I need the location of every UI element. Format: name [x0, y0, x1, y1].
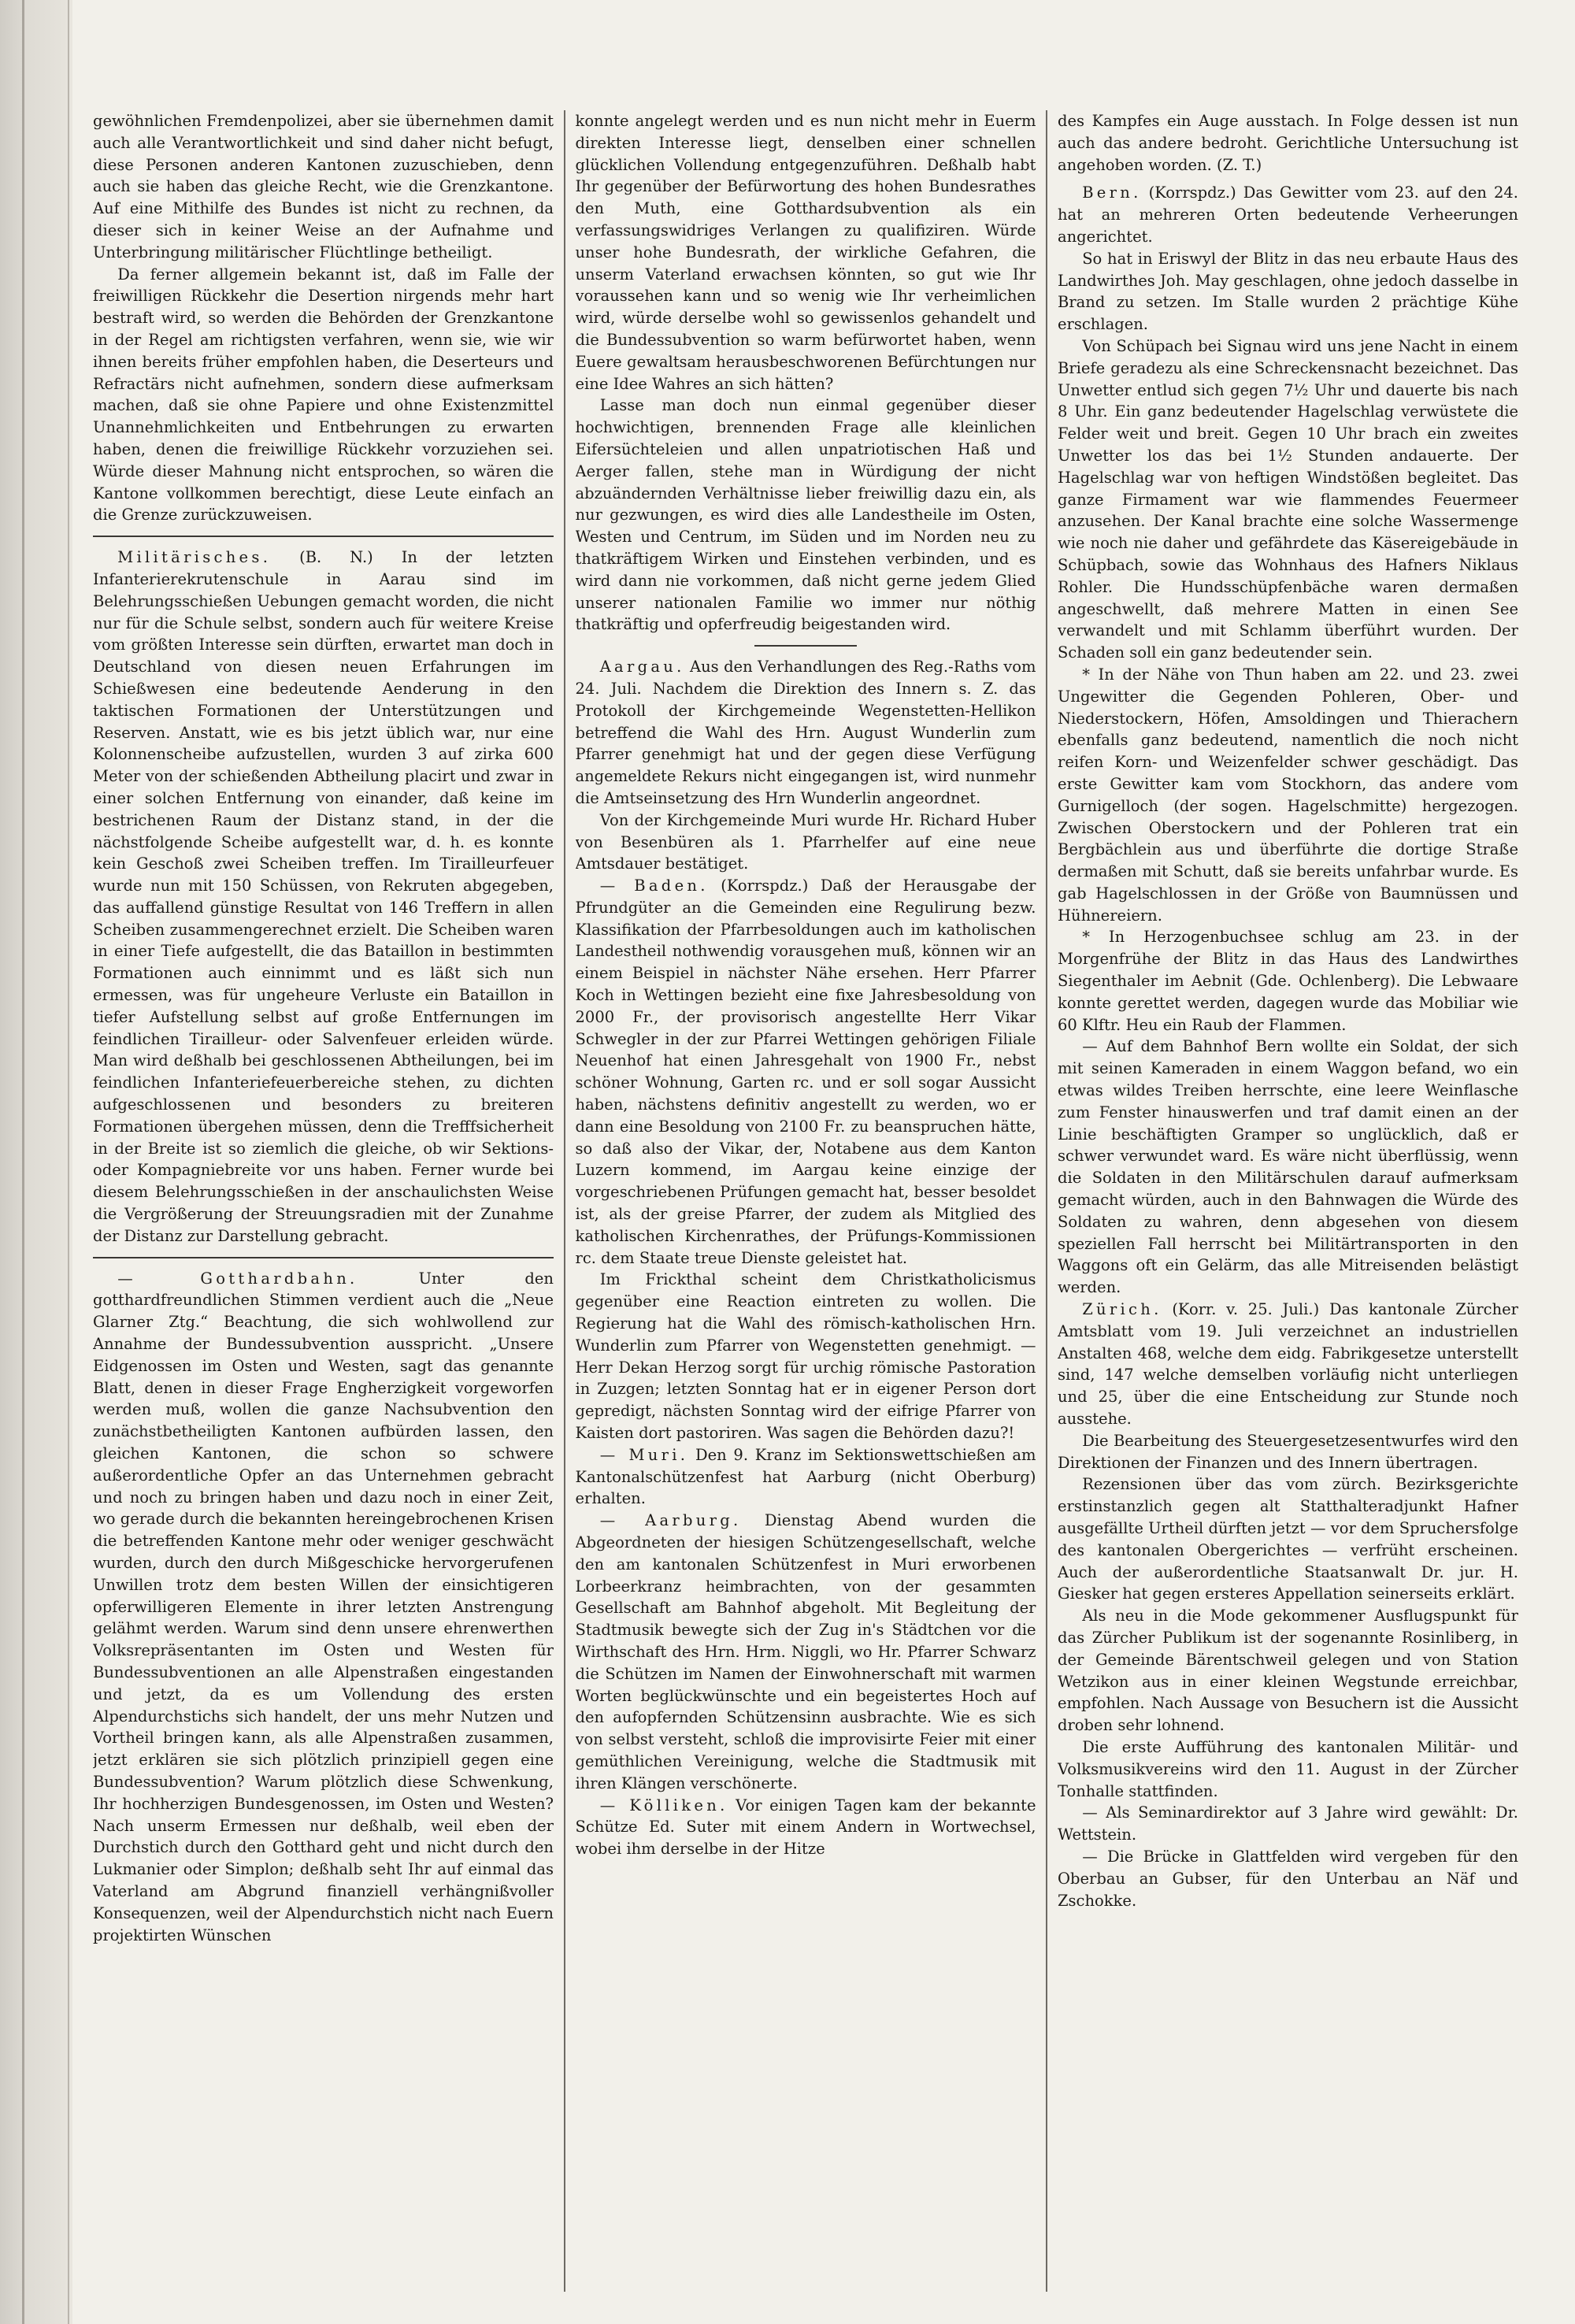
muri-heading: — Muri. [599, 1445, 689, 1464]
muri-article [576, 1444, 1036, 1510]
bern-text: Das Gewitter vom 23. auf den 24. hat an mehreren Orten bedeutende Verheerungen angerichtet. [1058, 183, 1518, 246]
aargau-text: Aus den Verhandlungen des Reg.-Raths vom 24. Juli. Nachdem die Direktion des Innern s. Z. das Protokoll der Kirchgemeinde Wegenstetten-Hellikon betreffend die Wahl des Hrn. August Wunderlin zum Pfarrer genehmigt hat und der gegen diese Verfügung angemeldete Rekurs nicht eingegangen ist, wird nunmehr die Amtseinsetzung des Hrn Wunderlin angeordnet. [575, 658, 1036, 807]
page-binding-edge [0, 0, 69, 2324]
zuerich-tax-paragraph: Die Bearbeitung des Steuergesetzesentwurfes wird den Direktionen der Finanzen und des Innern übertragen. [1058, 1431, 1518, 1472]
koelliken-article [576, 1795, 1036, 1860]
column-3 [1058, 110, 1518, 2292]
gotthard-heading: — Gotthardbahn. [117, 1269, 358, 1288]
spacer [1058, 176, 1518, 182]
koelliken-text: Vor einigen Tagen kam der bekannte Schütze Ed. Suter mit einem Andern in Wortwechsel, wobei ihm derselbe in der Hitze [575, 1796, 1036, 1859]
schuepbach-paragraph: Von Schüpach bei Signau wird uns jene Nacht in einem Briefe geradezu als eine Schreckensnacht bezeichnet. Das Unwetter entlud sich gegen 7½ Uhr und dauerte bis nach 8 Uhr. Ein ganz bedeutender Hagelschlag verwüstete die Felder weit und breit. Gegen 10 Uhr brach ein zweites Unwetter los das bei 1½ Stunden andauerte. Der Hagelschlag war von heftigen Windstößen begleitet. Das ganze Firmament war wie flammendes Feuermeer anzusehen. Der Kanal brachte eine solche Wassermenge wie noch nie daher und gefährdete das Käsereigebäude in Schüpbach, sowie das Wohnhaus des Hafners Niklaus Rohler. Die Hundsschüpfenbäche waren dermaßen angeschwellt, daß mehrere Matten in einen See verwandelt und mit Schlamm überführt wurden. Der Schaden soll ein ganz bedeutender sein. [1058, 336, 1518, 662]
bahnhof-bern-paragraph: — Auf dem Bahnhof Bern wollte ein Soldat, der sich mit seinen Kameraden in einem Waggon befand, wo ein etwas wildes Treiben herrschte, eine leere Weinflasche zum Fenster hinauswerfen und traf damit einen an der Linie beschäftigten Gramper so unglücklich, daß er schwer verwundet ward. Es wäre nicht überflüssig, wenn die Soldaten in den Militärschulen darauf aufmerksam gemacht würden, auch in den Bahnwagen die Würde des Soldaten zu wahren, denn abgesehen von diesem speziellen Fall herrscht bei Militärtransporten in den Waggons oft ein Gelärm, das alle Mitreisenden belästigt werden. [1058, 1037, 1518, 1297]
gotthard-article [93, 1268, 554, 1947]
zuerich-seminar-paragraph: — Als Seminardirektor auf 3 Jahre wird gewählt: Dr. Wettstein. [1058, 1803, 1518, 1844]
zuerich-court-paragraph: Rezensionen über das vom zürch. Bezirksgerichte erstinstanzlich gegen alt Statthalteradjunkt Hafner ausgefällte Urtheil dürften jetzt — vor dem Spruchersfolge des kantonalen Obergerichtes — verfrüht erscheinen. Auch der außerordentliche Staatsanwalt Dr. jur. H. Giesker hat gegen ersteres Appellation seinerseits erklärt. [1058, 1475, 1518, 1603]
military-article [93, 547, 554, 1247]
column-1 [93, 110, 554, 2292]
eriswyl-paragraph: So hat in Eriswyl der Blitz in das neu erbaute Haus des Landwirthes Joh. May geschlagen, ohne jedoch dasselbe in Brand zu setzen. Im Stalle wurden 2 prächtige Kühe erschlagen. [1058, 249, 1518, 334]
column-divider [93, 536, 554, 537]
aargau-heading: Aargau. [599, 658, 685, 676]
zuerich-excursion-paragraph: Als neu in die Mode gekommener Ausflugspunkt für das Zürcher Publikum ist der sogenannte Rosinliberg, in der Gemeinde Bärentschweil gelegen und von Station Wetzikon aus in einer kleinen Wegstunde erreichbar, empfohlen. Nach Aussage von Besuchern ist die Aussicht droben sehr lohnend. [1058, 1607, 1518, 1735]
koelliken-continued: des Kampfes ein Auge ausstach. In Folge dessen ist nun auch das andere bedroht. Gerichtliche Untersuchung ist angehoben worden. (Z. T.) [1058, 112, 1518, 174]
column-2 [576, 110, 1036, 2292]
gotthard-closing: Lasse man doch nun einmal gegenüber dieser hochwichtigen, brennenden Frage alle kleinlichen Eifersüchteleien und allen unpatriotischen Haß und Aerger fallen, stehe man in Würdigung der nicht abzuändernden Verhältnisse lieber freiwillig dazu ein, als nur gezwungen, es wird dies alle Landestheile im Osten, Westen und Centrum, im Süden und im Norden neu zu thatkräftigem Wirken und Einstehen verbinden, und es wird dann nie vorkommen, daß nicht gerne jedem Glied unserer nationalen Familie wo immer nur nöthig thatkräftig und opferfreudig beigestanden wird. [575, 396, 1036, 634]
zuerich-article [1058, 1299, 1518, 1430]
zuerich-bridge-paragraph: — Die Brücke in Glattfelden wird vergeben für den Oberbau an Gubser, für den Unterbau an Näf und Zschokke. [1058, 1847, 1518, 1910]
aarburg-heading: — Aarburg. [599, 1511, 742, 1530]
short-divider [754, 645, 857, 647]
military-text: In der letzten Infanterierekrutenschule in Aarau sind im Belehrungsschießen Uebungen gemacht worden, die nicht nur für die Schule selbst, sondern auch für weitere Kreise vom größten Interesse sein dürften, erwartet man doch in Deutschland von diesen neuen Erfahrungen im Schießwesen eine bedeutende Aenderung in den taktischen Formationen der Unterstützungen und Reserven. Anstatt, wie es bis jetzt üblich war, nur eine Kolonnenscheibe aufzustellen, wurden 3 auf zirka 600 Meter von der schießenden Abtheilung placirt und zwar in einer solchen Entfernung von einander, daß keine im bestrichenen Raum der Distanz stand, in der die nächstfolgende Scheibe aufgestellt war, d. h. es konnte kein Geschoß zwei Scheiben treffen. Im Tirailleurfeuer wurde nun mit 150 Schüssen, von Rekruten abgegeben, das auffallend günstige Resultat von 146 Treffern in allen Scheiben zusammengerechnet erzielt. Die Scheiben waren in einer Tiefe aufgestellt, die das Bataillon in bestimmten Formationen auch einnimmt und es läßt sich nun ermessen, was für ungeheure Verluste ein Bataillon in tiefer Aufstellung selbst auf große Entfernungen im feindlichen Tirailleur- oder Salvenfeuer erleiden würde. Man wird deßhalb bei geschlossenen Abtheilungen, bei im feindlichen Infanteriefeuerbereiche stehen, zu dichten aufgeschlossenen und besonders zu breiteren Formationen übergehen müssen, denn die Trefffsicherheit in der Breite ist so ziemlich die gleiche, ob wir Sektions- oder Kompagniebreite vor uns haben. Ferner wurde bei diesem Belehrungsschießen in der anschaulichsten Weise die Vergrößerung der Streuungsradien mit der Zunahme der Distanz zur Darstellung gebracht. [93, 548, 554, 1245]
military-source: (B. N.) [299, 548, 373, 567]
aarburg-article [576, 1510, 1036, 1794]
column-separator [1046, 110, 1047, 2292]
bern-heading: Bern. [1082, 183, 1142, 202]
article-columns [93, 110, 1518, 2292]
bern-source: (Korrspdz.) [1148, 183, 1236, 202]
refugee-article-paragraph: Da ferner allgemein bekannt ist, daß im Falle der freiwilligen Rückkehr die Desertion nirgends mehr hart bestraft wird, so werden die Behörden der Grenzkantone in der Regel am richtigsten verfahren, wenn sie, wie wir ihnen bereits früher empfohlen haben, die Deserteurs und Refractärs nicht aufnehmen, sondern diese aufmerksam machen, daß sie ohne Papiere und ohne Existenzmittel Unannehmlichkeiten und Entbehrungen zu erwarten haben, denen die freiwillige Rückkehr vorzuziehen sei. Würde dieser Mahnung nicht entsprochen, so wären die Kantone vollkommen berechtigt, diese Leute einfach an die Grenze zurückzuweisen. [93, 265, 554, 524]
aargau-muri-note: Von der Kirchgemeinde Muri wurde Hr. Richard Huber von Besenbüren als 1. Pfarrhelfer auf eine neue Amtsdauer bestätiget. [575, 810, 1036, 873]
frickthal-article: Im Frickthal scheint dem Christkatholicismus gegenüber eine Reaction eintreten zu wollen. Die Regierung hat die Wahl des römisch-katholischen Hrn. Wunderlin zum Pfarrer von Wegenstetten genehmigt. — Herr Dekan Herzog sorgt für urchig römische Pastoration in Zuzgen; letzten Sonntag hat er in eigener Person dort gepredigt, nächsten Sonntag wird der eifrige Pfarrer von Kaisten dort pastoriren. Was sagen die Behörden dazu?! [575, 1270, 1036, 1443]
baden-source: (Korrspdz.) [721, 877, 809, 895]
thun-paragraph: * In der Nähe von Thun haben am 22. und 23. zwei Ungewitter die Gegenden Pohleren, Ober- und Niederstockern, Höfen, Amsoldingen und Thierachern ebenfalls ganz bedeutend, namentlich die noch nicht reifen Korn- und Weizenfelder schwer geschädigt. Das erste Gewitter kam vom Stockhorn, das andere vom Gurnigelloch (der sogen. Hagelschmitte) hergezogen. Zwischen Oberstockern und der Pohleren trat ein Bergbächlein aus und überführte die dortige Straße dermaßen mit Schutt, daß sie bereits unfahrbar wurde. Es gab Hagelschlossen in der Größe von Baumnüssen und Hühnereiern. [1058, 665, 1518, 925]
zuerich-source: (Korr. v. 25. Juli.) [1172, 1300, 1320, 1319]
column-divider [93, 1257, 554, 1258]
aargau-article [576, 656, 1036, 810]
bern-article [1058, 182, 1518, 247]
herzogenbuchsee-paragraph: * In Herzogenbuchsee schlug am 23. in der Morgenfrühe der Blitz in das Haus des Landwirthes Siegenthaler im Aebnit (Gde. Ochlenberg). Die Lebwaare konnte gerettet werden, dagegen wurde das Mobiliar wie 60 Klftr. Heu ein Raub der Flammen. [1058, 928, 1518, 1034]
zuerich-heading: Zürich. [1082, 1300, 1162, 1319]
gotthard-text: Unter den gotthardfreundlichen Stimmen verdient auch die „Neue Glarner Ztg.“ Beachtung, die sich wohlwollend zur Annahme der Bundessubvention ausspricht. „Unsere Eidgenossen im Osten und Westen, sagt das genannte Blatt, denen in dieser Frage Engherzigkeit vorgeworfen werden muß, wollen die ganze Nachsubvention den zunächstbetheiligten Kantonen aufbürden lassen, den gleichen Kantonen, die schon so schwere außerordentliche Opfer an das Unternehmen gebracht und noch zu bringen haben und dazu noch in einer Zeit, wo gerade durch die bekannten hereingebrochenen Krisen die betreffenden Kantone mehr oder weniger geschwächt wurden, durch den durch Mißgeschicke hervorgerufenen Unwillen trotz dem besten Willen der einsichtigeren opferwilligeren Elemente in ihrer letzten Anstrengung gelähmt werden. Warum sind denn unsere ehrenwerthen Volksrepräsentanten im Osten und Westen für Bundessubventionen an alle Alpenstraßen eingestanden und jetzt, da es um Vollendung des ersten Alpendurchstichs sich handelt, der uns mehr Nutzen und Vortheil bringen kann, als alle Alpenstraßen zusammen, jetzt erklären sie sich plötzlich prinzipiell gegen eine Bundessubvention? Warum plötzlich diese Schwenkung, Ihr hochherzigen Bundesgenossen, im Osten und Westen? Nach unserm Ermessen nur deßhalb, weil eben der Durchstich durch den Gotthard geht und nicht durch den Lukmanier oder Simplon; deßhalb seht Ihr auf einmal das Vaterland am Abgrund finanziell verhängnißvoller Konsequenzen, weil der Alpendurchstich nicht nach Euern projektirten Wünschen [93, 1269, 554, 1944]
baden-text: Daß der Herausgabe der Pfrundgüter an die Gemeinden eine Regulirung bezw. Klassifikation der Pfarrbesoldungen auch im katholischen Landestheil nothwendig vorausgehen muß, können wir an einem Beispiel in nächster Nähe ersehen. Herr Pfarrer Koch in Wettingen bezieht eine fixe Jahresbesoldung von 2000 Fr., der provisorisch angestellte Herr Vikar Schwegler in der zur Pfarrei Wettingen gehörigen Filiale Neuenhof hat einen Jahresgehalt von 1900 Fr., nebst schöner Wohnung, Garten rc. und er soll sogar Aussicht haben, nächstens definitiv angestellt zu werden, wo er dann eine Besoldung von 2100 Fr. zu beanspruchen hätte, so daß also der Vikar, der, Notabene aus dem Kanton Luzern kommend, im Aargau keine einzige der vorgeschriebenen Prüfungen gemacht hat, besser besoldet ist, als der greise Pfarrer, der zudem als Mitglied des katholischen Kirchenrathes, der Prüfungs-Kommissionen rc. dem Staate treue Dienste geleistet hat. [575, 877, 1036, 1267]
binding-line [22, 0, 24, 2324]
baden-heading: — Baden. [599, 877, 709, 895]
military-heading: Militärisches. [117, 548, 272, 567]
gotthard-continued: konnte angelegt werden und es nun nicht mehr in Euerm direkten Interesse liegt, denselben einer schnellen glücklichen Vollendung entgegenzuführen. Deßhalb habt Ihr gegenüber der Befürwortung des hohen Bundesrathes den Muth, eine Gotthardsubvention als ein verfassungswidriges Verlangen zu qualifiziren. Würde unser hohe Bundesrath, der wirkliche Gefahren, die unserm Vaterland erwachsen könnten, so gut wie Ihr voraussehen kann und so wenig wie Ihr verheimlichen wird, würde derselbe wohl so gewissenlos gehandelt und die Bundessubvention so warm befürwortet haben, wenn Euere gewaltsam herausbeschworenen Befürchtungen nur eine Idee Wahres an sich hätten? [575, 112, 1036, 393]
zuerich-music-paragraph: Die erste Aufführung des kantonalen Militär- und Volksmusikvereins wird den 11. August in der Zürcher Tonhalle stattfinden. [1058, 1737, 1518, 1800]
column-separator [564, 110, 565, 2292]
baden-article [576, 875, 1036, 1269]
zuerich-text: Das kantonale Zürcher Amtsblatt vom 19. Juli verzeichnet an industriellen Anstalten 468, welche dem eidg. Fabrikgesetze unterstellt sind, 147 welche demselben vorläufig nicht unterliegen und 25, über die eine Entscheidung zur Stunde noch ausstehe. [1058, 1300, 1518, 1429]
aarburg-text: Dienstag Abend wurden die Abgeordneten der hiesigen Schützengesellschaft, welche den am kantonalen Schützenfest in Muri erworbenen Lorbeerkranz heimbrachten, von der gesammten Gesellschaft am Bahnhof abgeholt. Mit Begleitung der Stadtmusik bewegte sich der Zug in's Städtchen vor die Wirthschaft des Hrn. Hrm. Niggli, wo Hr. Pfarrer Schwarz die Schützen im Namen der Einwohnerschaft mit warmen Worten beglückwünschte und ein begeistertes Hoch auf den aufopfernden Schützensinn ausbrachte. Wie es sich von selbst versteht, schloß die improvisirte Feier mit einer gemüthlichen Vereinigung, welche die Stadtmusik mit ihren Klängen verschönerte. [575, 1511, 1036, 1792]
koelliken-heading: — Kölliken. [599, 1796, 728, 1814]
muri-text: Den 9. Kranz im Sektionswettschießen am Kantonalschützenfest hat Aarburg (nicht Oberburg) erhalten. [575, 1445, 1036, 1508]
refugee-article-end: gewöhnlichen Fremdenpolizei, aber sie übernehmen damit auch alle Verantwortlichkeit und sind daher nicht befugt, diese Personen anderen Kantonen zuzuschieben, denn auch sie haben das gleiche Recht, wie die Grenzkantone. Auf eine Mithilfe des Bundes ist nicht zu rechnen, da dieser sich in keiner Weise an der Aufnahme und Unterbringung militärischer Flüchtlinge betheiligt. [93, 112, 554, 261]
